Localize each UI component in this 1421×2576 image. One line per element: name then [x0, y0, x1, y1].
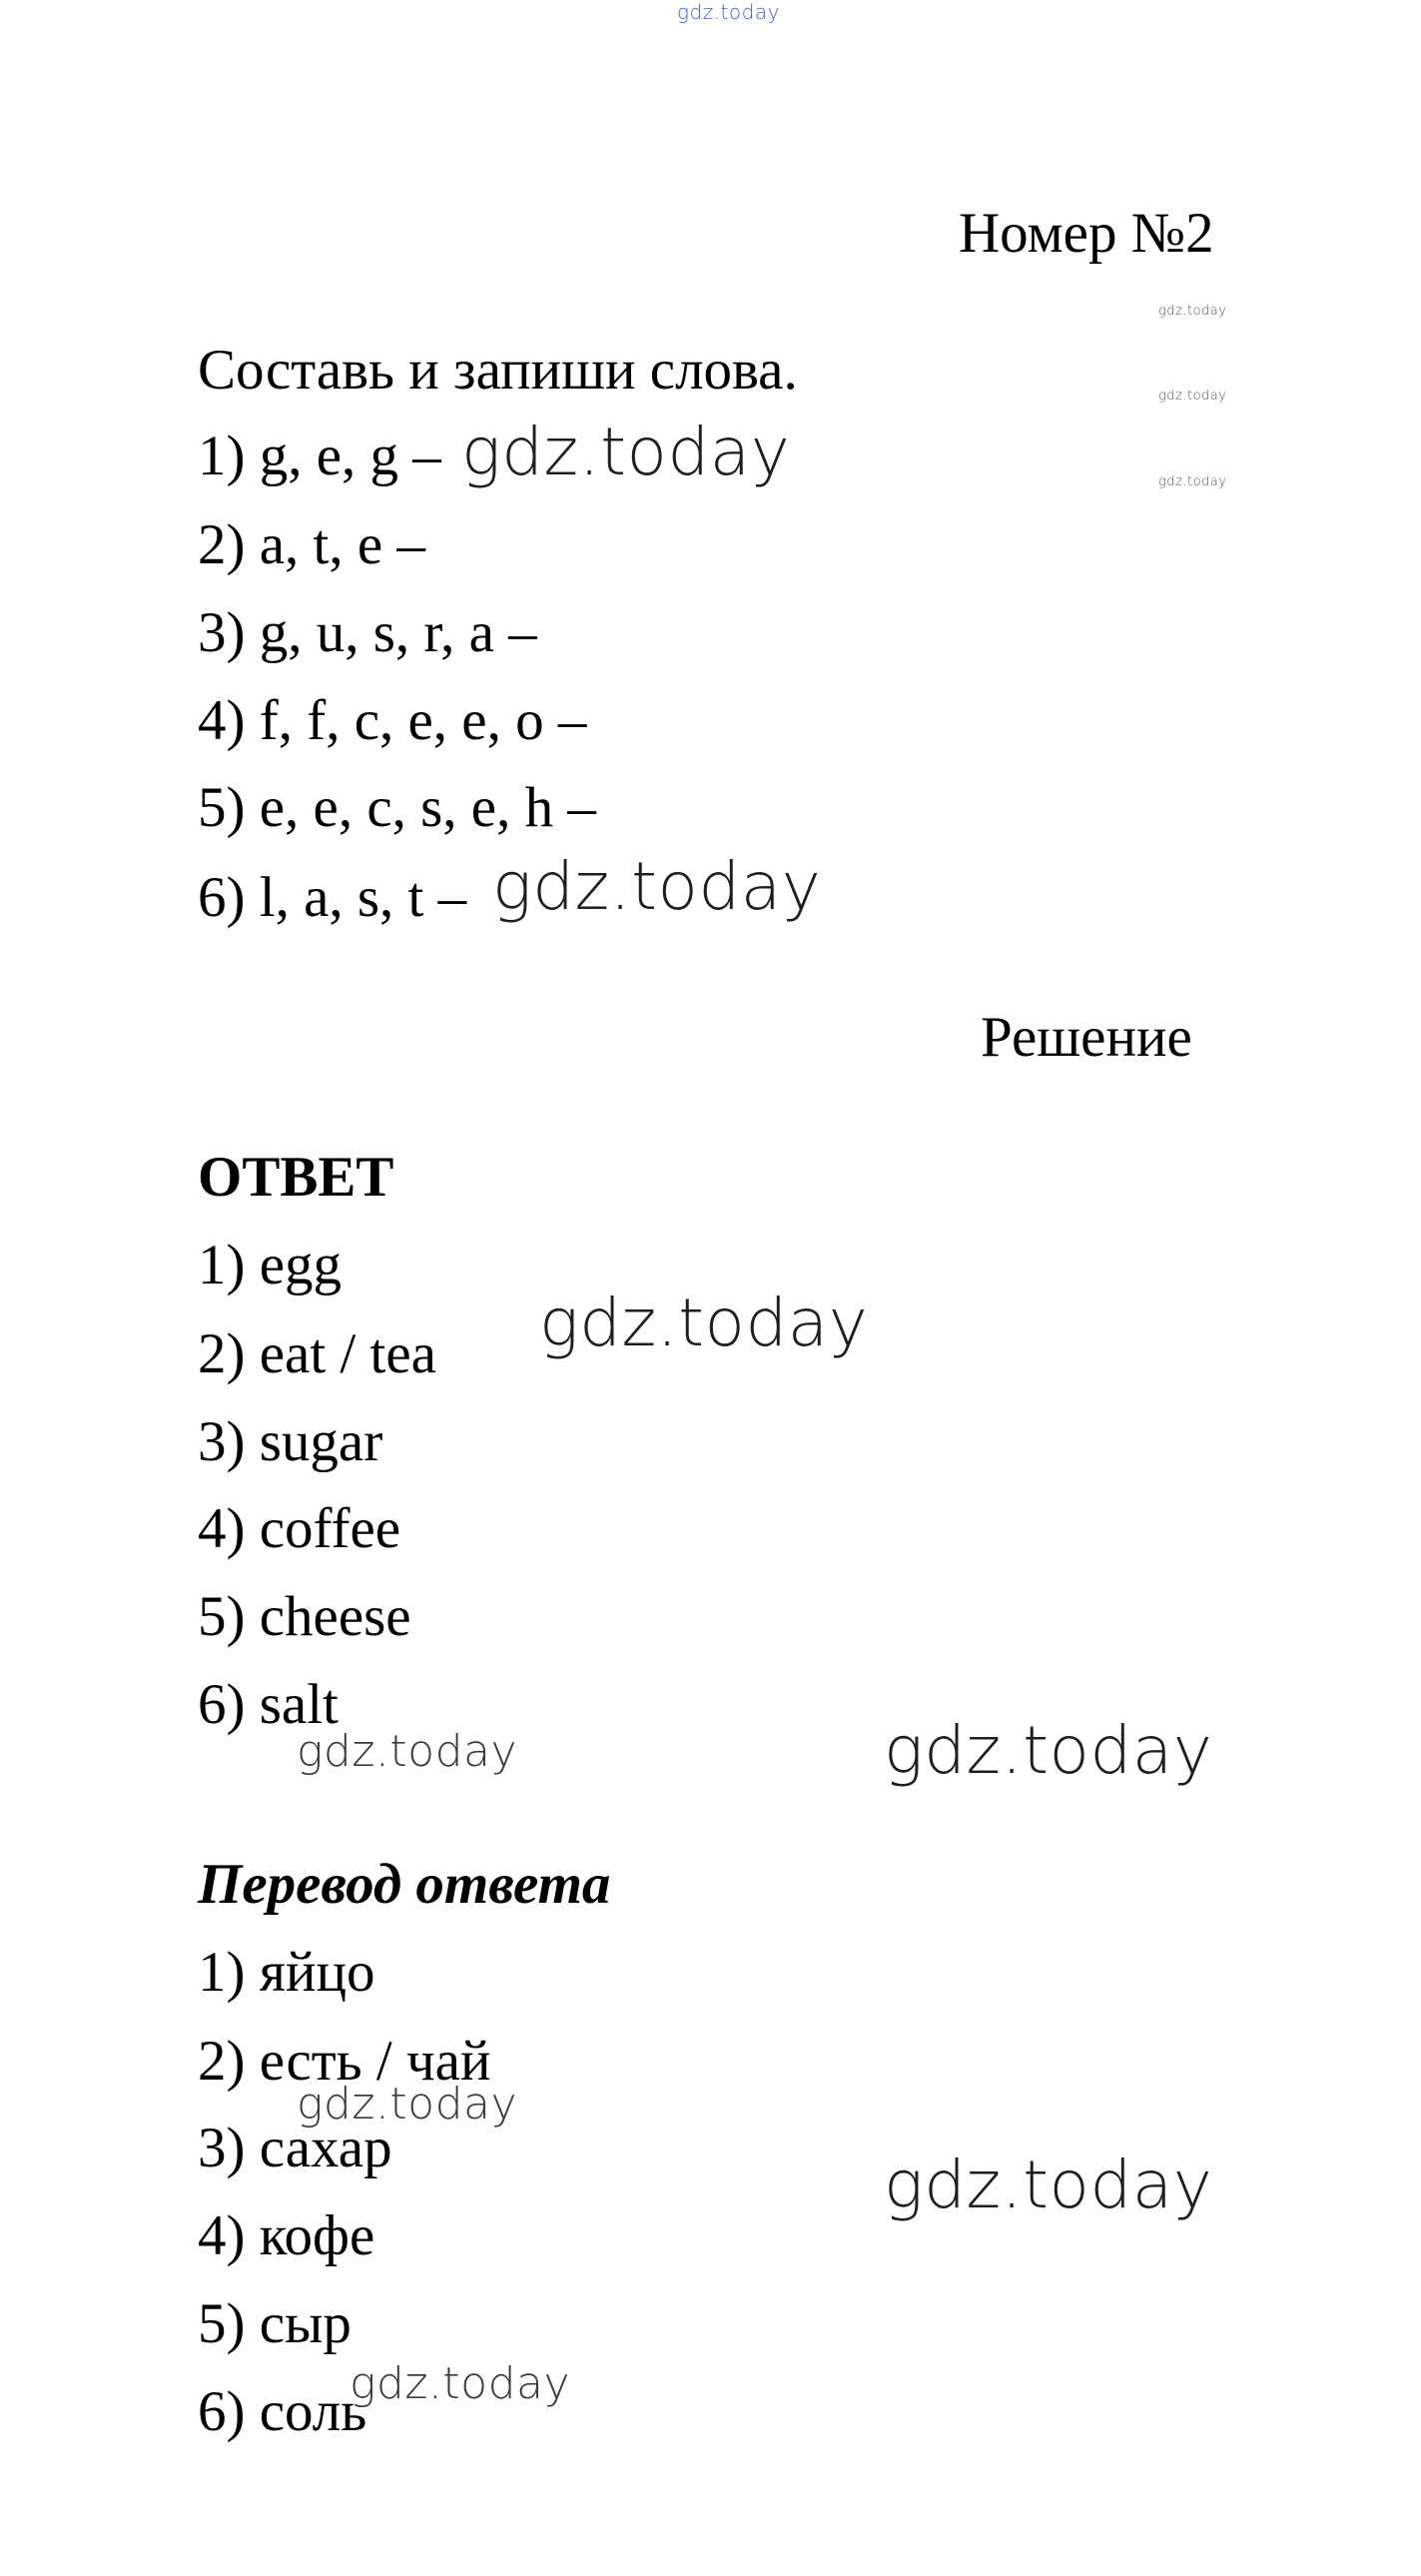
task-item-6: 6) l, a, s, t –	[198, 866, 467, 929]
task-instruction: Составь и запиши слова.	[198, 339, 798, 402]
task-item-2: 2) a, t, e –	[198, 513, 425, 576]
translation-heading: Перевод ответа	[198, 1853, 611, 1916]
watermark-tiny-2: gdz.today	[1158, 389, 1227, 404]
answer-heading: ОТВЕТ	[198, 1146, 394, 1209]
watermark-inline-2: gdz.today	[492, 848, 822, 925]
watermark-answer-center: gdz.today	[539, 1285, 869, 1361]
watermark-translation-small-1: gdz.today	[297, 2079, 518, 2130]
task-item-3: 3) g, u, s, r, a –	[198, 601, 537, 664]
watermark-tiny-1: gdz.today	[1158, 304, 1227, 319]
answer-item-1: 1) egg	[198, 1234, 343, 1296]
solution-label: Решение	[981, 1006, 1192, 1069]
translation-item-1: 1) яйцо	[198, 1941, 375, 2004]
task-item-4: 4) f, f, c, e, e, o –	[198, 689, 587, 752]
watermark-translation-small-2: gdz.today	[350, 2358, 571, 2409]
task-item-1: 1) g, e, g –	[198, 425, 441, 487]
answer-item-3: 3) sugar	[198, 1410, 383, 1473]
watermark-answer-right: gdz.today	[884, 1712, 1213, 1789]
top-watermark: gdz.today	[677, 0, 780, 24]
page-title: Номер №2	[959, 202, 1214, 265]
translation-item-6: 6) соль	[198, 2380, 367, 2443]
watermark-inline-1: gdz.today	[461, 414, 791, 490]
watermark-answer-small: gdz.today	[297, 1726, 518, 1777]
translation-item-4: 4) кофе	[198, 2204, 375, 2267]
watermark-translation-right: gdz.today	[884, 2147, 1213, 2223]
translation-item-2: 2) есть / чай	[198, 2030, 491, 2093]
task-item-5: 5) e, e, c, s, e, h –	[198, 776, 596, 839]
answer-item-5: 5) cheese	[198, 1585, 411, 1648]
translation-item-5: 5) сыр	[198, 2292, 352, 2355]
answer-item-4: 4) coffee	[198, 1497, 401, 1560]
watermark-tiny-3: gdz.today	[1158, 474, 1227, 489]
answer-item-2: 2) eat / tea	[198, 1322, 436, 1385]
translation-item-3: 3) сахар	[198, 2117, 392, 2179]
answer-item-6: 6) salt	[198, 1673, 339, 1736]
